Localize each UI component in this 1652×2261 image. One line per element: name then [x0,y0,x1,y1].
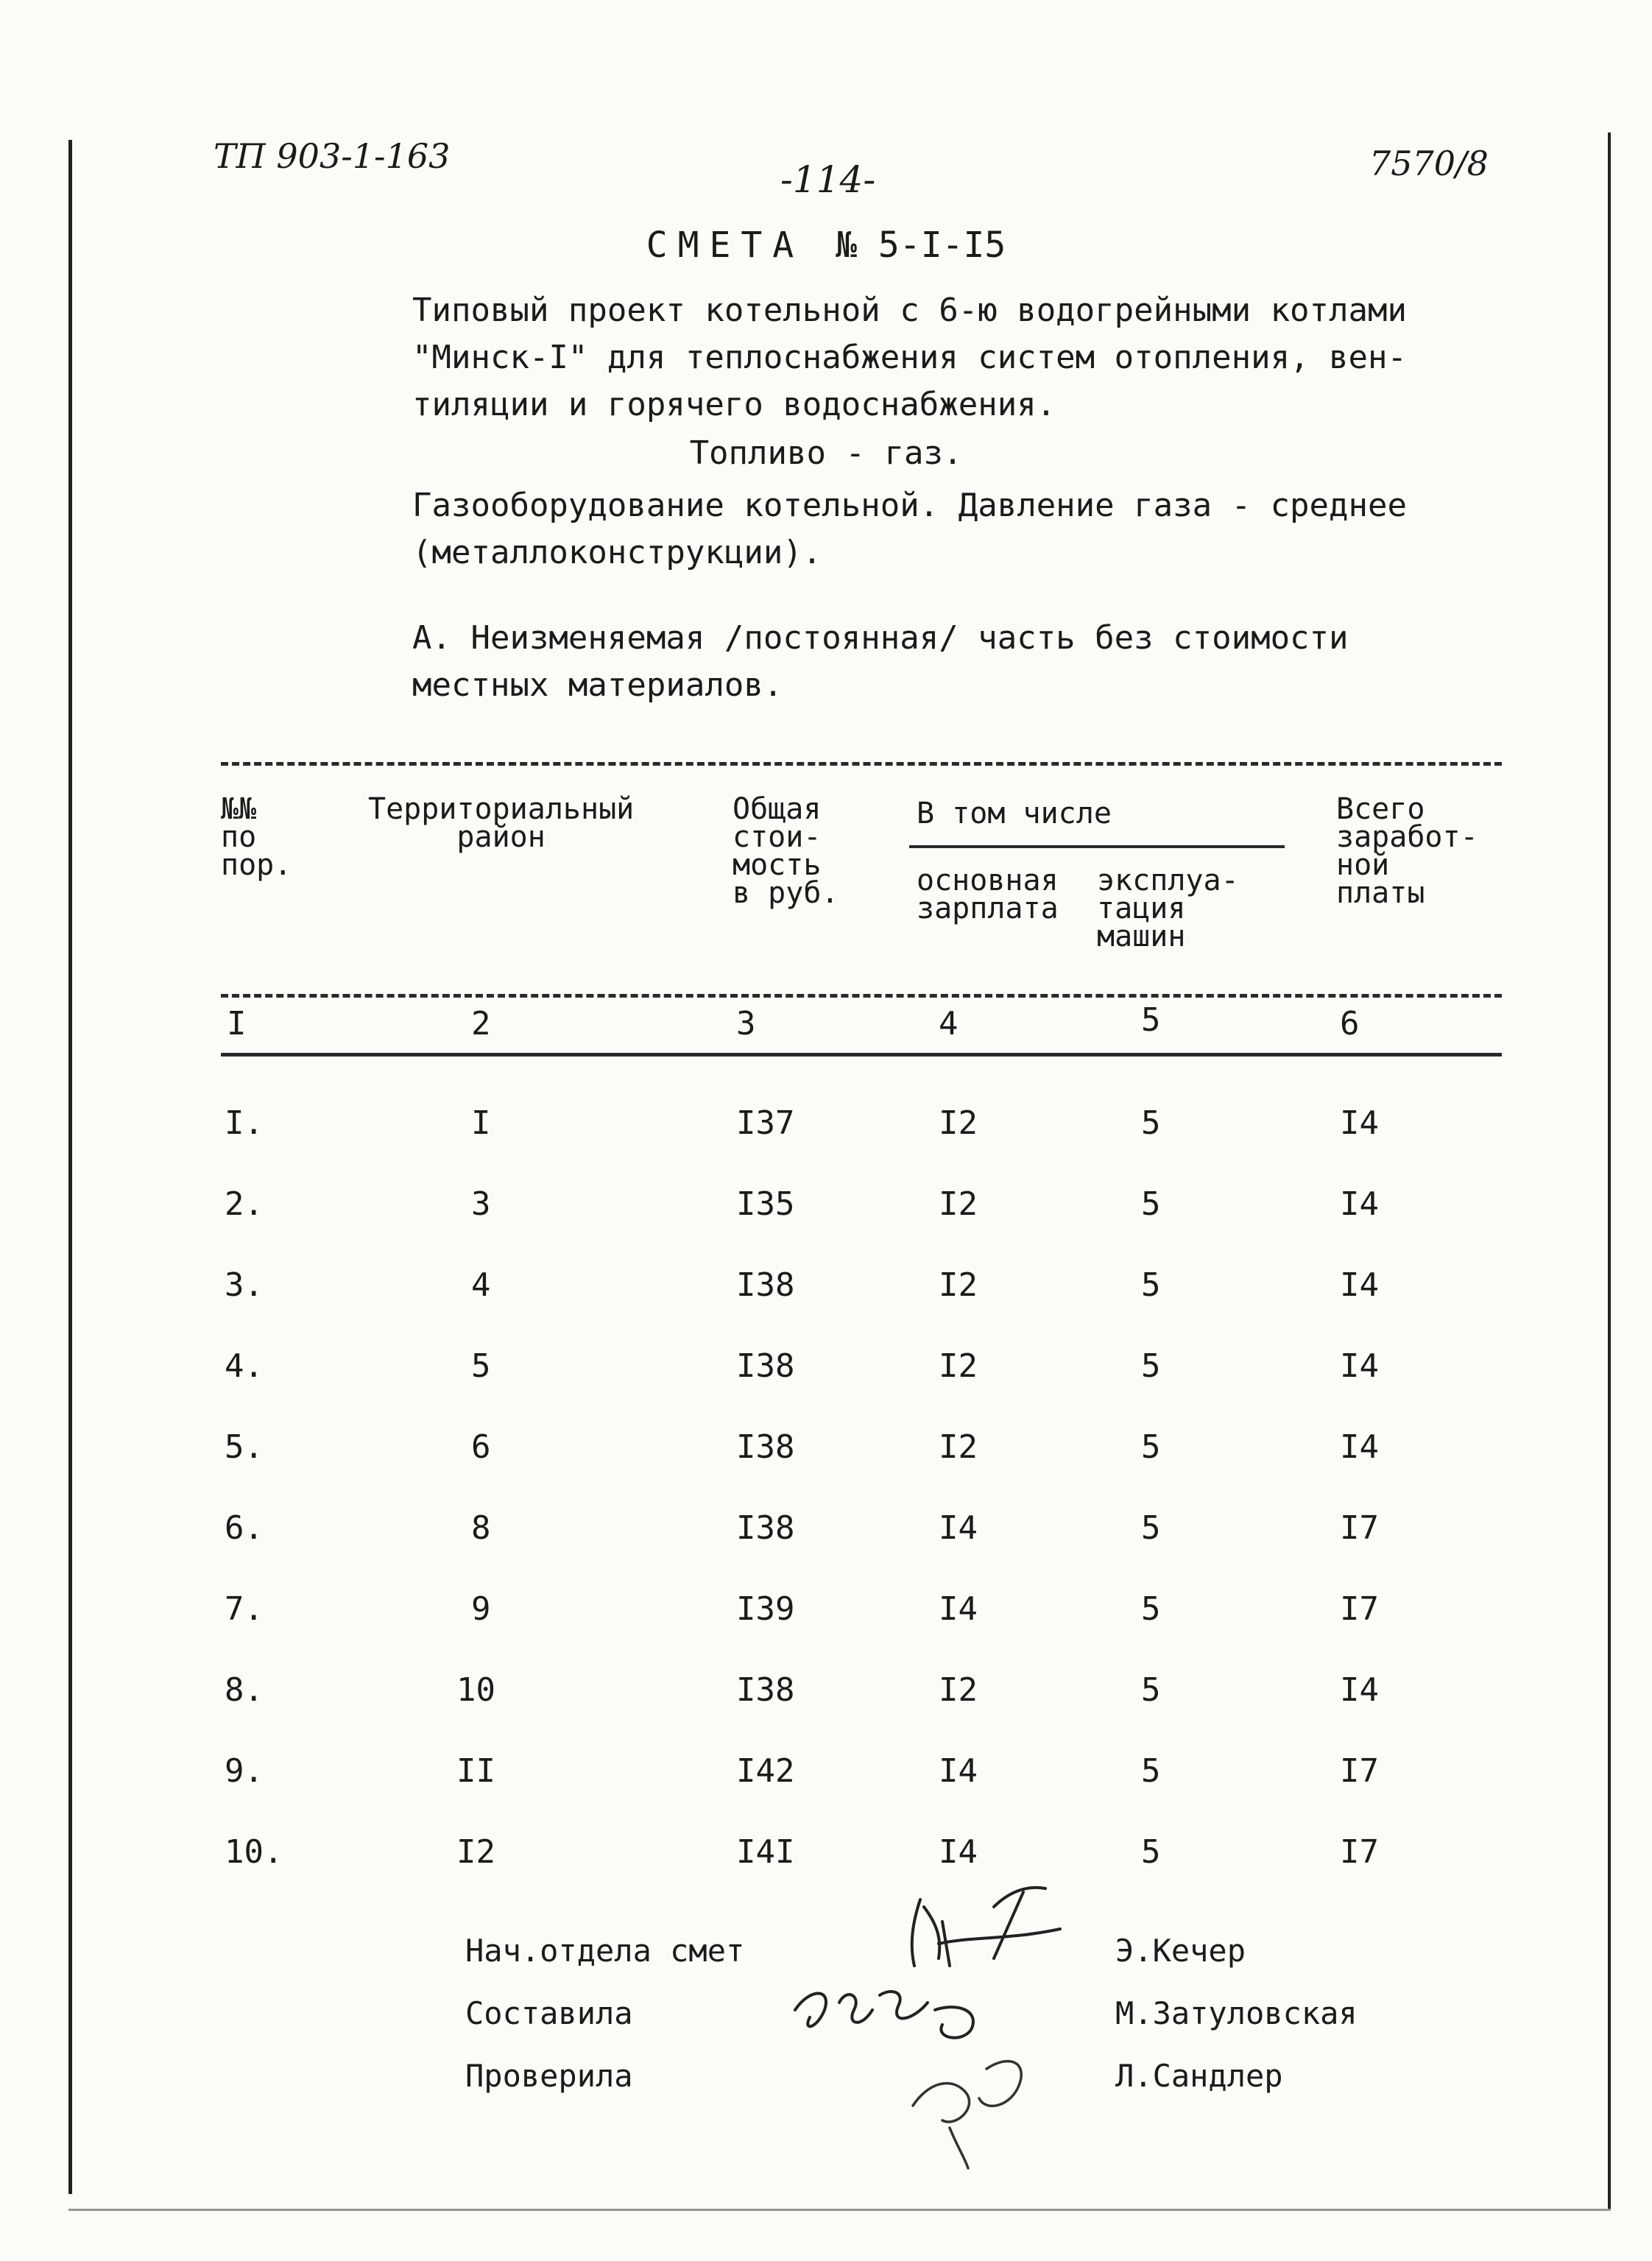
header-group: В том числе [917,797,1112,830]
page-number: -114- [780,158,876,201]
sheet-code: 7570/8 [1369,144,1489,183]
table-row [0,1104,1652,1149]
row-region: 10 [456,1671,495,1709]
row-number: 4. [225,1347,264,1385]
row-salary: I2 [939,1266,978,1304]
row-region: I2 [456,1833,495,1871]
row-wages: I4 [1340,1266,1379,1304]
row-total: I37 [736,1104,795,1142]
header-region: Территориальный район [368,792,635,854]
signature-name: М.Затуловская [1115,1995,1358,2031]
row-salary: I4 [939,1590,978,1628]
row-total: I4I [736,1833,795,1871]
bottom-border-line [68,2209,1611,2211]
handwritten-signature-3 [898,2039,1045,2172]
row-number: 9. [225,1752,264,1790]
header-row-number: №№ по пор. [221,792,292,882]
row-total: I38 [736,1266,795,1304]
row-wages: I4 [1340,1428,1379,1466]
table-row [0,1185,1652,1230]
row-total: I38 [736,1509,795,1547]
row-region: 8 [471,1509,491,1547]
row-number: 2. [225,1185,264,1223]
row-wages: I4 [1340,1671,1379,1709]
table-row [0,1509,1652,1553]
row-number: 8. [225,1671,264,1709]
column-number-6: 6 [1340,1005,1360,1043]
page-title [0,225,1652,266]
row-number: I. [225,1104,264,1142]
row-machines: 5 [1141,1185,1161,1223]
section-heading: А. Неизменяемая /постоянная/ часть без стоимости местных материалов. [412,619,1349,704]
row-machines: 5 [1141,1752,1161,1790]
row-total: I38 [736,1347,795,1385]
header-machine-operation: эксплуа- тация машин [1097,864,1239,953]
row-total: I38 [736,1428,795,1466]
row-number: 6. [225,1509,264,1547]
project-description: Типовый проект котельной с 6-ю водогрейными котлами "Минск-I" для теплоснабжения систем отопления, вен- тиляции и горячего водоснабжения. [412,292,1408,423]
table-row [0,1833,1652,1877]
row-region: II [456,1752,495,1790]
row-region: 6 [471,1428,491,1466]
row-region: 4 [471,1266,491,1304]
row-total: I42 [736,1752,795,1790]
row-machines: 5 [1141,1671,1161,1709]
row-machines: 5 [1141,1428,1161,1466]
row-wages: I7 [1340,1590,1379,1628]
document-code: ТП 903-1-163 [213,136,451,176]
title-number: № 5-I-I5 [836,225,1006,266]
row-salary: I4 [939,1752,978,1790]
table-row [0,1590,1652,1634]
column-number-5: 5 [1141,1001,1161,1039]
row-machines: 5 [1141,1347,1161,1385]
group-underline [909,845,1285,848]
column-numbers-rule [221,1053,1502,1057]
table-top-rule [221,762,1502,766]
row-region: I [471,1104,491,1142]
column-number-2: 2 [471,1005,491,1043]
row-machines: 5 [1141,1833,1161,1871]
title-word: СМЕТА [646,225,805,266]
row-machines: 5 [1141,1509,1161,1547]
header-bottom-rule [221,994,1502,998]
row-wages: I7 [1340,1833,1379,1871]
row-number: 5. [225,1428,264,1466]
signature-role: Проверила [465,2058,633,2094]
row-number: 10. [225,1833,283,1871]
row-salary: I2 [939,1428,978,1466]
row-salary: I2 [939,1671,978,1709]
row-number: 3. [225,1266,264,1304]
signature-name: Э.Кечер [1115,1933,1246,1969]
row-machines: 5 [1141,1104,1161,1142]
row-total: I38 [736,1671,795,1709]
row-wages: I4 [1340,1347,1379,1385]
fuel-line: Топливо - газ. [689,434,963,472]
signature-role: Нач.отдела смет [465,1933,745,1969]
row-salary: I4 [939,1833,978,1871]
row-total: I35 [736,1185,795,1223]
signature-role: Составила [465,1995,633,2031]
row-salary: I4 [939,1509,978,1547]
table-row [0,1347,1652,1391]
row-wages: I7 [1340,1752,1379,1790]
gas-equipment-line: Газооборудование котельной. Давление газа - среднее (металлоконструкции). [412,487,1408,571]
row-number: 7. [225,1590,264,1628]
row-salary: I2 [939,1347,978,1385]
header-total-cost: Общая стои- мость в руб. [733,792,839,910]
row-wages: I4 [1340,1104,1379,1142]
table-row [0,1671,1652,1715]
row-wages: I7 [1340,1509,1379,1547]
table-row [0,1752,1652,1796]
table-row [0,1428,1652,1472]
row-machines: 5 [1141,1266,1161,1304]
column-number-1: I [227,1005,247,1043]
row-wages: I4 [1340,1185,1379,1223]
row-region: 5 [471,1347,491,1385]
row-region: 3 [471,1185,491,1223]
header-base-salary: основная зарплата [917,864,1059,925]
header-total-wages: Всего заработ- ной платы [1336,792,1478,910]
column-number-4: 4 [939,1005,959,1043]
row-machines: 5 [1141,1590,1161,1628]
row-salary: I2 [939,1104,978,1142]
table-row [0,1266,1652,1311]
row-total: I39 [736,1590,795,1628]
column-number-3: 3 [736,1005,756,1043]
signature-name: Л.Сандлер [1115,2058,1283,2094]
row-region: 9 [471,1590,491,1628]
row-salary: I2 [939,1185,978,1223]
